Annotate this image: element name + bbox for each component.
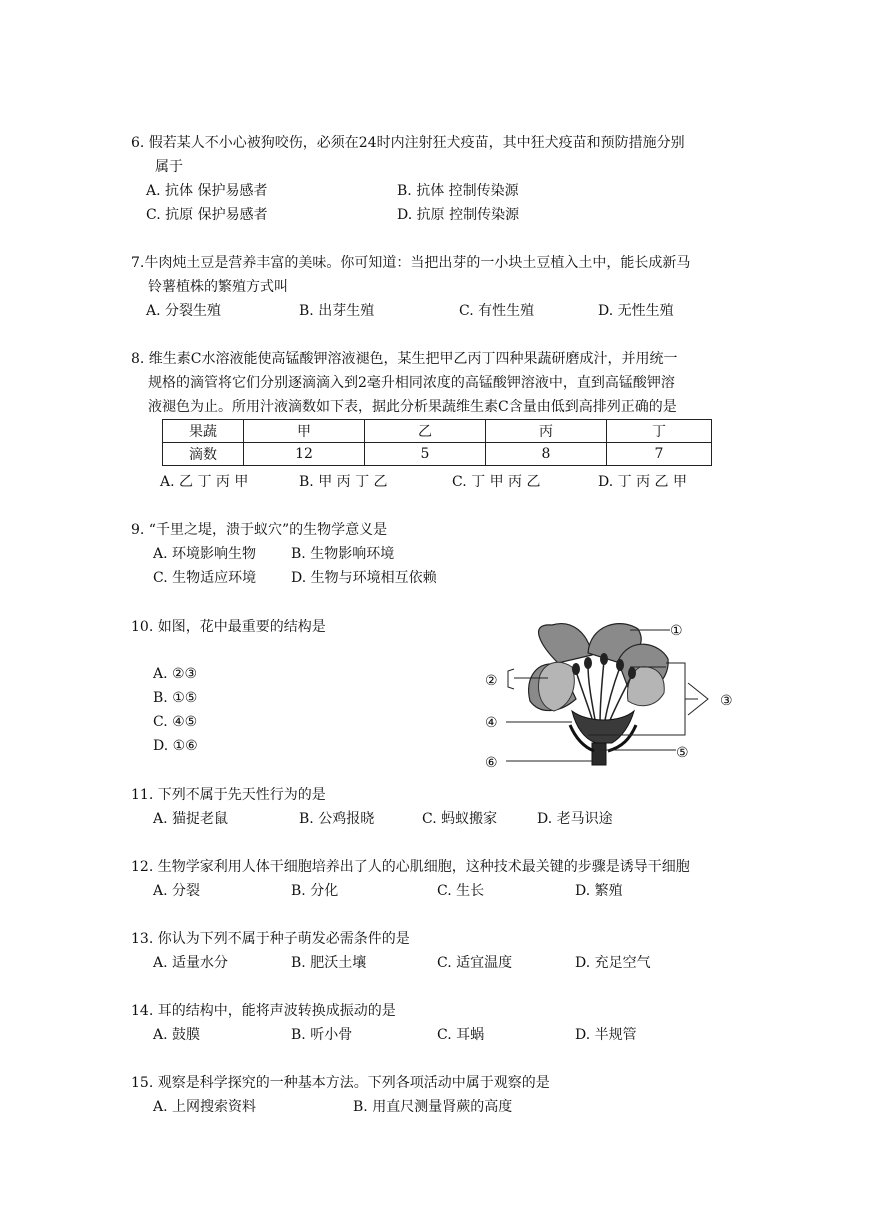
table-cell: 滴数 xyxy=(163,443,244,466)
table-cell: 甲 xyxy=(244,420,365,443)
q11-option-c: C. 蚂蚁搬家 xyxy=(422,811,498,827)
q13-option-a: A. 适量水分 xyxy=(153,955,229,971)
q6-stem-line2: 属于 xyxy=(155,159,183,175)
q8-option-b: B. 甲 丙 丁 乙 xyxy=(299,474,388,490)
q10-option-b: B. ①⑤ xyxy=(153,690,198,706)
q9-option-c: C. 生物适应环境 xyxy=(153,570,257,586)
q7-option-b: B. 出芽生殖 xyxy=(299,303,375,319)
table-cell: 果蔬 xyxy=(163,420,244,443)
q9-option-a: A. 环境影响生物 xyxy=(153,546,257,562)
q13-stem: 13. 你认为下列不属于种子萌发必需条件的是 xyxy=(131,931,410,947)
q7-stem-line2: 铃薯植株的繁殖方式叫 xyxy=(148,279,288,295)
label-6: ⑥ xyxy=(485,755,498,771)
q7-option-c: C. 有性生殖 xyxy=(459,303,535,319)
table-row xyxy=(163,420,712,443)
q11-stem: 11. 下列不属于先天性行为的是 xyxy=(131,787,326,803)
q10-option-a: A. ②③ xyxy=(153,666,198,682)
table-cell: 5 xyxy=(365,443,486,466)
q14-option-d: D. 半规管 xyxy=(575,1027,637,1043)
q9-stem: 9. “千里之堤，溃于蚁穴”的生物学意义是 xyxy=(131,522,388,538)
q13-option-c: C. 适宜温度 xyxy=(437,955,513,971)
label-1: ① xyxy=(670,623,683,639)
q13-option-b: B. 肥沃土壤 xyxy=(291,955,367,971)
q14-option-c: C. 耳蜗 xyxy=(437,1027,485,1043)
q6-option-a: A. 抗体 保护易感者 xyxy=(146,183,268,199)
q12-option-b: B. 分化 xyxy=(291,883,339,899)
q12-option-d: D. 繁殖 xyxy=(575,883,623,899)
q14-option-b: B. 听小骨 xyxy=(291,1027,353,1043)
label-2: ② xyxy=(485,673,498,689)
q15-stem: 15. 观察是科学探究的一种基本方法。下列各项活动中属于观察的是 xyxy=(131,1075,550,1091)
q8-stem-line1: 8. 维生素C水溶液能使高锰酸钾溶液褪色，某生把甲乙丙丁四种果蔬研磨成汁，并用统一 xyxy=(131,351,678,367)
q8-option-c: C. 丁 甲 丙 乙 xyxy=(452,474,541,490)
label-3: ③ xyxy=(720,693,733,709)
q11-option-d: D. 老马识途 xyxy=(537,811,613,827)
q14-option-a: A. 鼓膜 xyxy=(153,1027,201,1043)
q10-stem: 10. 如图，花中最重要的结构是 xyxy=(131,619,326,635)
q8-option-d: D. 丁 丙 乙 甲 xyxy=(598,474,687,490)
q10-option-d: D. ①⑥ xyxy=(153,738,198,754)
label-5: ⑤ xyxy=(676,745,689,761)
q7-option-a: A. 分裂生殖 xyxy=(146,303,222,319)
table-cell: 8 xyxy=(486,443,607,466)
table-cell: 乙 xyxy=(365,420,486,443)
q11-option-b: B. 公鸡报晓 xyxy=(299,811,375,827)
q11-option-a: A. 猫捉老鼠 xyxy=(153,811,229,827)
table-cell: 12 xyxy=(244,443,365,466)
label-4: ④ xyxy=(485,715,498,731)
q7-stem-line1: 7.牛肉炖土豆是营养丰富的美味。你可知道：当把出芽的一小块土豆植入土中，能长成新马 xyxy=(131,255,691,271)
q9-option-d: D. 生物与环境相互依赖 xyxy=(291,570,437,586)
q12-stem: 12. 生物学家利用人体干细胞培养出了人的心肌细胞，这种技术最关键的步骤是诱导干细胞 xyxy=(131,859,690,875)
q8-option-a: A. 乙 丁 丙 甲 xyxy=(160,474,249,490)
q7-option-d: D. 无性生殖 xyxy=(598,303,674,319)
table-cell: 丙 xyxy=(486,420,607,443)
q15-option-b: B. 用直尺测量肾蕨的高度 xyxy=(353,1099,513,1115)
q13-option-d: D. 充足空气 xyxy=(575,955,651,971)
q10-option-c: C. ④⑤ xyxy=(153,714,198,730)
q8-stem-line3: 液褪色为止。所用汁液滴数如下表，据此分析果蔬维生素C含量由低到高排列正确的是 xyxy=(148,399,677,415)
flower-diagram xyxy=(480,615,750,775)
table-cell: 丁 xyxy=(607,420,712,443)
q9-option-b: B. 生物影响环境 xyxy=(291,546,395,562)
table-row xyxy=(163,443,712,466)
q6-stem-line1: 6. 假若某人不小心被狗咬伤，必须在24时内注射狂犬疫苗，其中狂犬疫苗和预防措施分别 xyxy=(131,135,685,151)
q8-stem-line2: 规格的滴管将它们分别逐滴滴入到2毫升相同浓度的高锰酸钾溶液中，直到高锰酸钾溶 xyxy=(148,375,675,391)
table-cell: 7 xyxy=(607,443,712,466)
q15-option-a: A. 上网搜索资料 xyxy=(153,1099,257,1115)
q12-option-c: C. 生长 xyxy=(437,883,485,899)
q14-stem: 14. 耳的结构中，能将声波转换成振动的是 xyxy=(131,1003,396,1019)
q6-option-b: B. 抗体 控制传染源 xyxy=(397,183,519,199)
q8-data-table xyxy=(162,419,712,466)
q12-option-a: A. 分裂 xyxy=(153,883,201,899)
q6-option-c: C. 抗原 保护易感者 xyxy=(146,207,268,223)
q6-option-d: D. 抗原 控制传染源 xyxy=(397,207,520,223)
